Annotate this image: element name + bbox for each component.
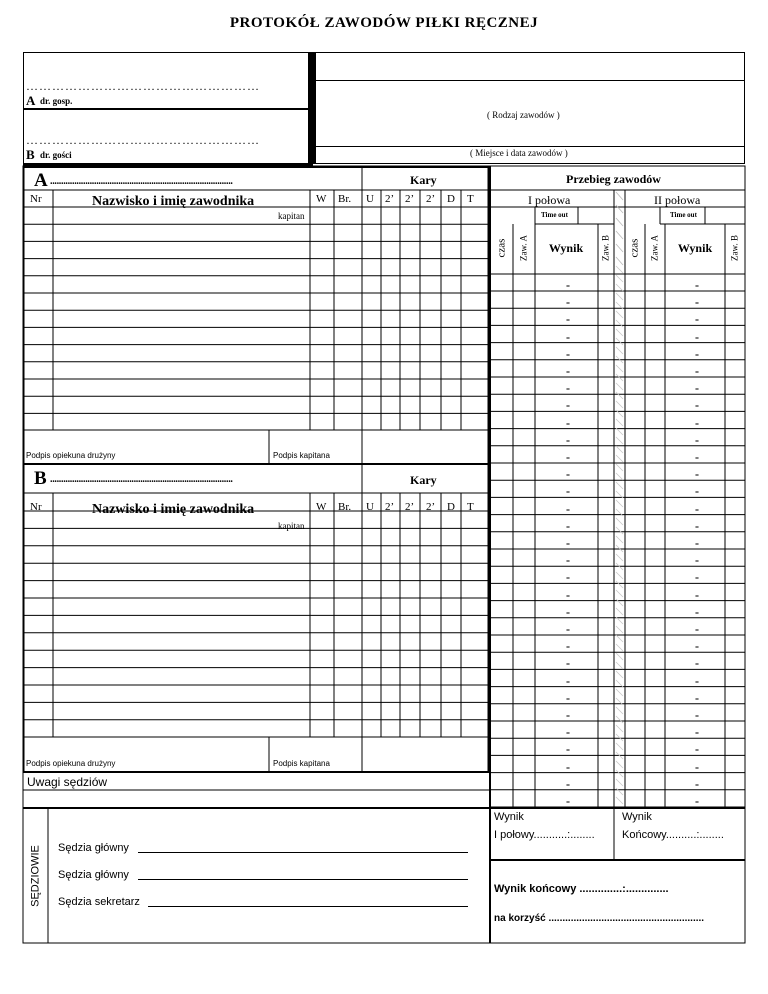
score-dash: - xyxy=(566,553,570,568)
score-dash: - xyxy=(566,776,570,791)
zaw-a-1-header: Zaw. A xyxy=(518,235,529,261)
team-b-pen-2c: 2’ xyxy=(426,501,436,513)
team-b-pen-2a: 2’ xyxy=(385,501,395,513)
score-dash: - xyxy=(566,381,570,396)
score-dash: - xyxy=(566,295,570,310)
score-dash: - xyxy=(695,312,699,327)
referee-main-2: Sędzia główny xyxy=(58,869,129,881)
wynik-2-header: Wynik xyxy=(677,241,713,255)
team-b-name-header: Nazwisko i imię zawodnika xyxy=(92,502,255,517)
team-b-letter: B xyxy=(26,147,35,162)
team-a-heading-letter: A xyxy=(34,170,48,191)
score-dash: - xyxy=(695,587,699,602)
team-b-pen-u: U xyxy=(366,501,374,513)
score-dash: - xyxy=(566,604,570,619)
score-dash: - xyxy=(566,398,570,413)
score-dash: - xyxy=(566,742,570,757)
half-result-title: Wynik xyxy=(494,811,524,823)
score-dash: - xyxy=(695,673,699,688)
score-dash: - xyxy=(566,278,570,292)
score-dash: - xyxy=(566,415,570,430)
team-b-heading-dots[interactable]: ................................................................................... xyxy=(50,474,233,485)
final-score-field[interactable]: Wynik końcowy ..............:.............. xyxy=(494,883,669,895)
score-dash: - xyxy=(695,656,699,671)
score-dash: - xyxy=(566,364,570,378)
team-a-br-header: Br. xyxy=(338,193,352,205)
team-b-label: dr. gości xyxy=(40,150,72,160)
wynik-1-header: Wynik xyxy=(548,241,584,255)
score-dash: - xyxy=(566,450,570,464)
score-dash: - xyxy=(695,518,699,533)
score-dash: - xyxy=(566,329,570,344)
team-b-kary-label: Kary xyxy=(410,473,437,487)
score-dash: - xyxy=(566,673,570,688)
score-dash: - xyxy=(695,346,699,361)
half2-label: II połowa xyxy=(654,193,701,207)
team-b-name-field[interactable]: ……………………………………………… xyxy=(26,133,260,147)
team-a-name-field[interactable]: ……………………………………………… xyxy=(26,79,260,93)
score-dash: - xyxy=(566,312,570,327)
score-dash: - xyxy=(695,776,699,791)
score-dash: - xyxy=(695,484,699,499)
referee-secretary-line[interactable] xyxy=(148,906,468,907)
place-date-label: ( Miejsce i data zawodów ) xyxy=(470,148,568,158)
score-dash: - xyxy=(695,278,699,292)
team-a-name-header: Nazwisko i imię zawodnika xyxy=(92,194,255,209)
team-a-w-header: W xyxy=(316,193,327,205)
timeout-1-label: Time out xyxy=(541,211,568,219)
referee-main-1: Sędzia główny xyxy=(58,842,129,854)
score-dash: - xyxy=(566,794,570,808)
referee-main-1-line[interactable] xyxy=(138,852,468,853)
team-a-heading-dots[interactable]: ................................................................................... xyxy=(50,176,233,187)
score-dash: - xyxy=(695,295,699,310)
score-dash: - xyxy=(695,639,699,654)
zaw-b-1-header: Zaw. B xyxy=(600,235,611,261)
page-title: PROTOKÓŁ ZAWODÓW PIŁKI RĘCZNEJ xyxy=(229,15,539,31)
score-dash: - xyxy=(566,467,570,482)
remarks-label[interactable]: Uwagi sędziów xyxy=(27,775,108,789)
team-a-pen-u: U xyxy=(366,193,374,205)
team-a-captain-sign[interactable]: Podpis kapitana xyxy=(273,451,330,460)
team-b-kapitan-label: kapitan xyxy=(278,521,305,531)
match-title: Przebieg zawodów xyxy=(566,172,661,186)
half-result-field[interactable]: I połowy...........:........ xyxy=(494,829,595,841)
team-b-captain-sign[interactable]: Podpis kapitana xyxy=(273,759,330,768)
score-dash: - xyxy=(566,346,570,361)
score-dash: - xyxy=(566,656,570,671)
score-dash: - xyxy=(695,725,699,740)
team-a-kary-label: Kary xyxy=(410,173,437,187)
score-dash: - xyxy=(695,467,699,482)
score-dash: - xyxy=(695,553,699,568)
score-dash: - xyxy=(695,622,699,636)
score-dash: - xyxy=(695,450,699,464)
team-a-nr-header: Nr xyxy=(30,193,42,205)
score-dash: - xyxy=(695,432,699,447)
score-dash: - xyxy=(566,570,570,585)
czas-1-header: czas xyxy=(495,238,508,258)
team-b-pen-2b: 2’ xyxy=(405,501,415,513)
score-dash: - xyxy=(566,725,570,740)
zaw-b-2-header: Zaw. B xyxy=(729,235,740,261)
referee-main-2-line[interactable] xyxy=(138,879,468,880)
team-b-br-header: Br. xyxy=(338,501,352,513)
half1-label: I połowa xyxy=(528,193,571,207)
team-a-letter: A xyxy=(26,93,36,108)
team-b-heading-letter: B xyxy=(34,468,47,489)
final-result-field[interactable]: Końcowy..........:........ xyxy=(622,829,724,841)
referees-side-label: SĘDZIOWIE xyxy=(29,845,42,907)
team-b-coach-sign[interactable]: Podpis opiekuna drużyny xyxy=(26,759,116,768)
score-dash: - xyxy=(566,536,570,550)
score-dash: - xyxy=(695,415,699,430)
score-dash: - xyxy=(695,742,699,757)
score-dash: - xyxy=(566,622,570,636)
score-dash: - xyxy=(566,708,570,722)
team-b-pen-d: D xyxy=(447,501,455,513)
score-dash: - xyxy=(695,794,699,808)
team-a-pen-2c: 2’ xyxy=(426,193,436,205)
zaw-a-2-header: Zaw. A xyxy=(649,235,660,261)
team-a-pen-t: T xyxy=(467,193,474,205)
score-dash: - xyxy=(566,587,570,602)
score-dash: - xyxy=(566,484,570,499)
team-a-coach-sign[interactable]: Podpis opiekuna drużyny xyxy=(26,451,116,460)
team-a-pen-d: D xyxy=(447,193,455,205)
match-type-label: ( Rodzaj zawodów ) xyxy=(487,110,560,120)
czas-2-header: czas xyxy=(628,238,641,258)
score-dash: - xyxy=(695,381,699,396)
score-dash: - xyxy=(695,570,699,585)
referee-secretary: Sędzia sekretarz xyxy=(58,896,140,908)
winner-field[interactable]: na korzyść ........................................................ xyxy=(494,913,705,924)
score-dash: - xyxy=(695,604,699,619)
score-dash: - xyxy=(566,759,570,774)
score-dash: - xyxy=(695,690,699,705)
team-a-pen-2b: 2’ xyxy=(405,193,415,205)
score-dash: - xyxy=(566,501,570,516)
final-result-title: Wynik xyxy=(622,811,652,823)
team-a-label: dr. gosp. xyxy=(40,96,73,106)
score-dash: - xyxy=(695,329,699,344)
score-dash: - xyxy=(566,432,570,447)
score-dash: - xyxy=(695,536,699,550)
team-b-pen-t: T xyxy=(467,501,474,513)
timeout-2-label: Time out xyxy=(670,211,697,219)
team-b-w-header: W xyxy=(316,501,327,513)
score-dash: - xyxy=(695,759,699,774)
team-b-nr-header: Nr xyxy=(30,501,42,513)
score-dash: - xyxy=(566,690,570,705)
score-dash: - xyxy=(566,639,570,654)
score-dash: - xyxy=(695,501,699,516)
score-dash: - xyxy=(566,518,570,533)
score-dash: - xyxy=(695,398,699,413)
score-dash: - xyxy=(695,708,699,722)
team-a-pen-2a: 2’ xyxy=(385,193,395,205)
score-dash: - xyxy=(695,364,699,378)
team-a-kapitan-label: kapitan xyxy=(278,211,305,221)
